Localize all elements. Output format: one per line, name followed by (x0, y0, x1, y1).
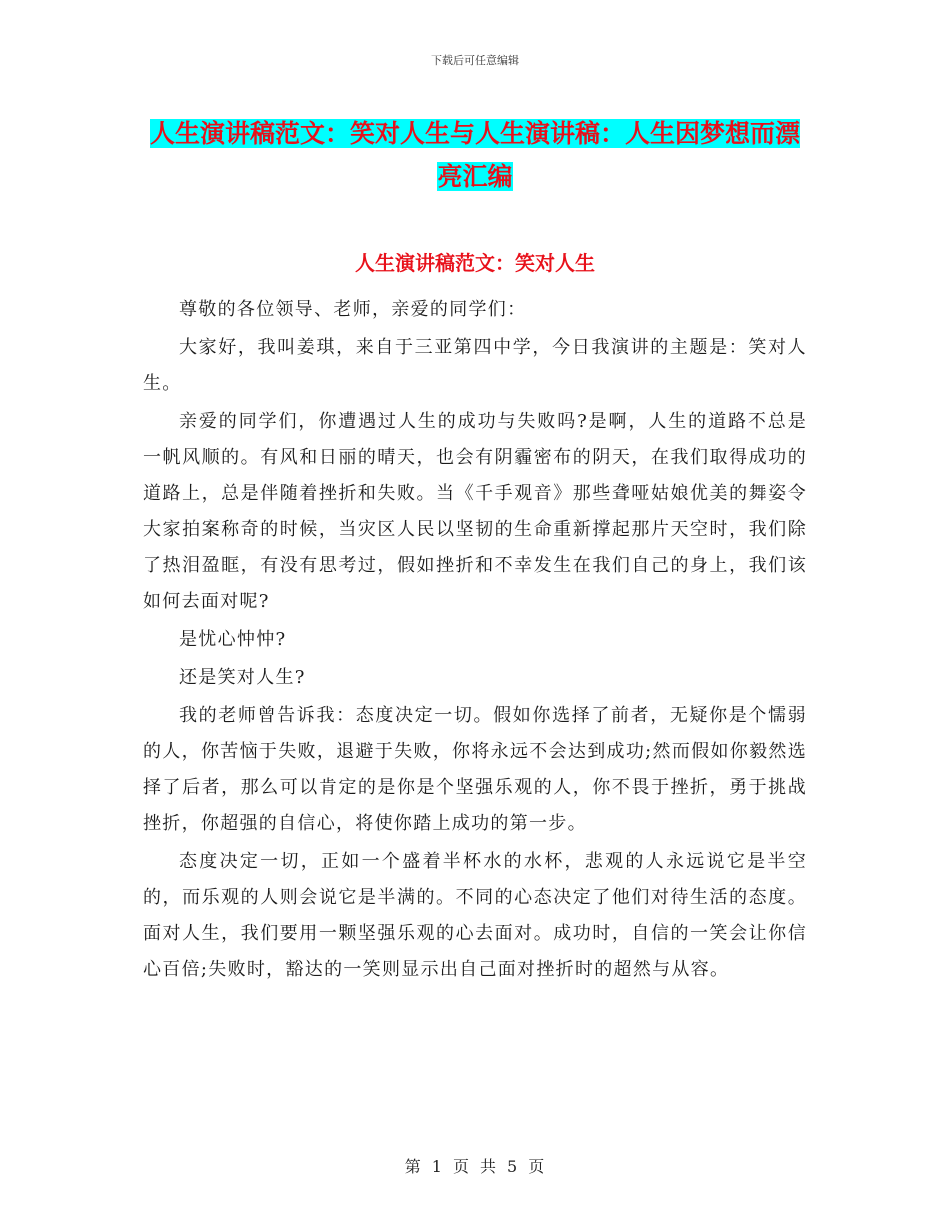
footer-suffix: 页 (528, 1157, 546, 1176)
paragraph: 尊敬的各位领导、老师，亲爱的同学们： (179, 299, 527, 320)
document-title-text: 人生演讲稿范文：笑对人生与人生演讲稿：人生因梦想而漂亮汇编 (149, 119, 800, 191)
paragraph: 大家好，我叫姜琪，来自于三亚第四中学，今日我演讲的主题是：笑对人生。 (143, 337, 807, 394)
page-total: 5 (507, 1157, 519, 1176)
body-text (143, 292, 807, 990)
header-note: 下载后可任意编辑 (431, 54, 519, 67)
footer-mid: 页 (452, 1157, 470, 1176)
page-number: 1 (431, 1157, 443, 1176)
page-footer (0, 1154, 950, 1177)
footer-total-prefix: 共 (480, 1157, 498, 1176)
paragraph: 还是笑对人生? (179, 667, 306, 688)
document-title (145, 112, 805, 198)
paragraph: 是忧心忡忡? (179, 629, 287, 650)
paragraph: 态度决定一切，正如一个盛着半杯水的水杯，悲观的人永远说它是半空的，而乐观的人则会说它是半满的。不同的心态决定了他们对待生活的态度。面对人生，我们要用一颗坚强乐观的心去面对。成功时，自信的一笑会让你信心百倍;失败时，豁达的一笑则显示出自己面对挫折时的超然与从容。 (143, 851, 807, 980)
section-title: 人生演讲稿范文：笑对人生 (355, 251, 595, 275)
footer-prefix: 第 (404, 1157, 422, 1176)
paragraph: 亲爱的同学们，你遭遇过人生的成功与失败吗?是啊，人生的道路不总是一帆风顺的。有风和日丽的晴天，也会有阴霾密布的阴天，在我们取得成功的道路上，总是伴随着挫折和失败。当《千手观音》那些聋哑姑娘优美的舞姿令大家拍案称奇的时候，当灾区人民以坚韧的生命重新撑起那片天空时，我们除了热泪盈眶，有没有思考过，假如挫折和不幸发生在我们自己的身上，我们该如何去面对呢? (143, 411, 807, 612)
paragraph: 我的老师曾告诉我：态度决定一切。假如你选择了前者，无疑你是个懦弱的人，你苦恼于失败，退避于失败，你将永远不会达到成功;然而假如你毅然选择了后者，那么可以肯定的是你是个坚强乐观的人，你不畏于挫折，勇于挑战挫折，你超强的自信心，将使你踏上成功的第一步。 (143, 705, 807, 834)
